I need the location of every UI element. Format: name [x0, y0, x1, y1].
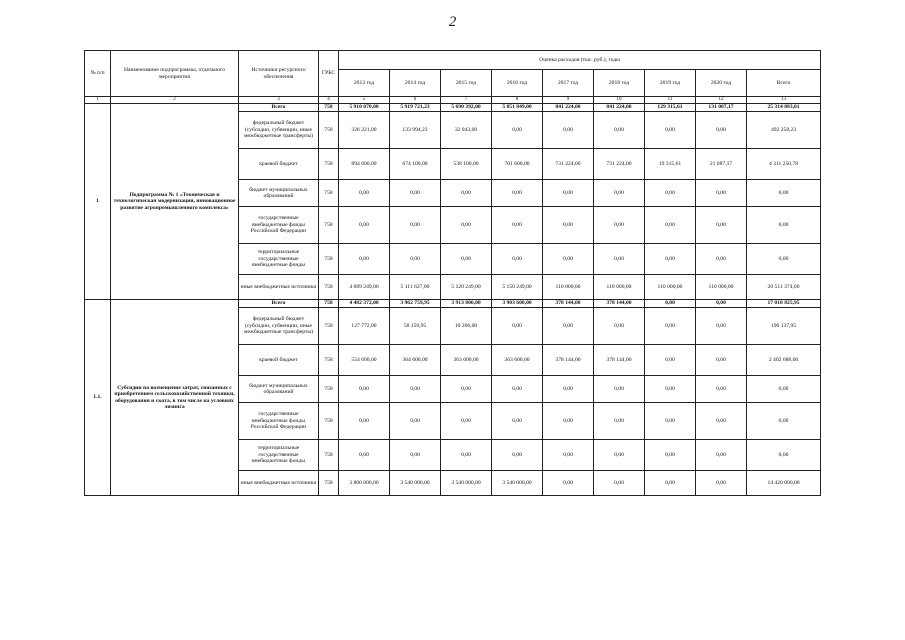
- header-year: 2016 год: [492, 70, 543, 97]
- value-cell: 0,00: [645, 308, 696, 345]
- value-cell: 21 087,17: [696, 149, 747, 180]
- value-cell: 0,00: [645, 345, 696, 376]
- column-index-row: [85, 97, 821, 104]
- value-cell: 731 224,00: [594, 149, 645, 180]
- section-name: Субсидии на возмещение затрат, связанных с приобретением сельскохозяйственной техники, оборудования и скота, в том числе на условиях лизинга: [111, 300, 239, 496]
- value-cell: 0,00: [492, 207, 543, 244]
- value-total-cell: 0,00: [747, 180, 821, 207]
- value-cell: 4 689 249,00: [339, 275, 390, 300]
- value-cell: 363 600,00: [441, 345, 492, 376]
- value-cell: 0,00: [645, 300, 696, 308]
- value-total-cell: 14 420 000,00: [747, 471, 821, 496]
- value-cell: 363 600,00: [492, 345, 543, 376]
- value-cell: 3 540 000,00: [390, 471, 441, 496]
- funding-source: государственные внебюджетные фонды Российской Федерации: [239, 207, 319, 244]
- value-cell: 0,00: [339, 180, 390, 207]
- value-cell: 378 144,00: [594, 345, 645, 376]
- section-name: Подпрограмма № 1 «Техническая и технологическая модернизация, инновационное развитие агропромышленного комплекса»: [111, 104, 239, 300]
- column-index: 4: [319, 97, 339, 104]
- value-cell: 0,00: [594, 376, 645, 403]
- value-cell: 0,00: [594, 403, 645, 440]
- funding-source: Всего: [239, 104, 319, 112]
- value-total-cell: 492 258,23: [747, 112, 821, 149]
- value-cell: 5 150 249,00: [492, 275, 543, 300]
- grbs-code: 758: [319, 308, 339, 345]
- value-cell: 378 144,00: [594, 300, 645, 308]
- funding-source: краевой бюджет: [239, 149, 319, 180]
- value-cell: 0,00: [594, 112, 645, 149]
- value-cell: 133 994,23: [390, 112, 441, 149]
- value-cell: 378 144,00: [543, 300, 594, 308]
- value-cell: 0,00: [594, 207, 645, 244]
- value-cell: 0,00: [645, 112, 696, 149]
- value-cell: 554 600,00: [339, 345, 390, 376]
- value-cell: 538 100,00: [441, 149, 492, 180]
- value-cell: 10 206,00: [441, 308, 492, 345]
- value-cell: 364 600,00: [390, 345, 441, 376]
- value-cell: 0,00: [339, 244, 390, 275]
- value-cell: 0,00: [696, 471, 747, 496]
- value-cell: 0,00: [696, 376, 747, 403]
- funding-source: краевой бюджет: [239, 345, 319, 376]
- column-index: 9: [543, 97, 594, 104]
- value-cell: 0,00: [492, 112, 543, 149]
- grbs-code: 758: [319, 207, 339, 244]
- value-total-cell: 0,00: [747, 207, 821, 244]
- column-index: 8: [492, 97, 543, 104]
- value-cell: 0,00: [645, 207, 696, 244]
- column-index: 7: [441, 97, 492, 104]
- value-cell: 0,00: [492, 244, 543, 275]
- column-index: 5: [339, 97, 390, 104]
- grbs-code: 758: [319, 180, 339, 207]
- value-cell: 32 043,00: [441, 112, 492, 149]
- funding-source: территориальные государственные внебюджетные фонды: [239, 440, 319, 471]
- value-cell: 701 600,00: [492, 149, 543, 180]
- grbs-code: 758: [319, 440, 339, 471]
- grbs-code: 758: [319, 300, 339, 308]
- value-cell: 19 315,61: [645, 149, 696, 180]
- value-cell: 326 221,00: [339, 112, 390, 149]
- column-index: 13: [747, 97, 821, 104]
- value-cell: 5 690 392,00: [441, 104, 492, 112]
- value-cell: 0,00: [390, 403, 441, 440]
- column-index: 3: [239, 97, 319, 104]
- value-cell: 0,00: [543, 244, 594, 275]
- value-cell: 3 800 000,00: [339, 471, 390, 496]
- value-cell: 0,00: [543, 471, 594, 496]
- value-cell: 0,00: [441, 244, 492, 275]
- page-number: 2: [448, 14, 457, 30]
- value-cell: 58 159,95: [390, 308, 441, 345]
- value-cell: 129 315,61: [645, 104, 696, 112]
- value-cell: 0,00: [492, 440, 543, 471]
- value-cell: 0,00: [696, 308, 747, 345]
- value-cell: 0,00: [492, 308, 543, 345]
- value-cell: 0,00: [594, 180, 645, 207]
- value-cell: 0,00: [492, 403, 543, 440]
- value-cell: 0,00: [543, 308, 594, 345]
- grbs-code: 758: [319, 275, 339, 300]
- value-cell: 0,00: [696, 180, 747, 207]
- value-cell: 0,00: [339, 403, 390, 440]
- header-estimate: Оценка расходов (тыс. руб.), годы: [339, 51, 821, 70]
- grbs-code: 758: [319, 345, 339, 376]
- value-total-cell: 0,00: [747, 244, 821, 275]
- value-cell: 5 111 627,00: [390, 275, 441, 300]
- value-cell: 0,00: [390, 244, 441, 275]
- grbs-code: 758: [319, 104, 339, 112]
- value-cell: 3 540 000,00: [441, 471, 492, 496]
- value-cell: 5 851 849,00: [492, 104, 543, 112]
- value-cell: 0,00: [645, 440, 696, 471]
- value-cell: 731 224,00: [543, 149, 594, 180]
- value-cell: 378 144,00: [543, 345, 594, 376]
- value-cell: 0,00: [696, 300, 747, 308]
- funding-source: федеральный бюджет (субсидии, субвенции, иные межбюджетные трансферты): [239, 308, 319, 345]
- value-cell: 0,00: [696, 207, 747, 244]
- value-cell: 0,00: [339, 440, 390, 471]
- budget-table: [84, 50, 821, 496]
- value-cell: 0,00: [594, 308, 645, 345]
- section-number: 1.1.: [85, 300, 111, 496]
- header-sources: Источники ресурсного обеспечения: [239, 51, 319, 97]
- section-number: 1: [85, 104, 111, 300]
- value-cell: 0,00: [543, 112, 594, 149]
- value-cell: 110 000,00: [696, 275, 747, 300]
- value-cell: 0,00: [441, 440, 492, 471]
- value-cell: 841 224,00: [594, 104, 645, 112]
- header-year: 2014 год: [390, 70, 441, 97]
- value-cell: 0,00: [696, 244, 747, 275]
- header-year: 2020 год: [696, 70, 747, 97]
- value-cell: 5 120 249,00: [441, 275, 492, 300]
- column-index: 6: [390, 97, 441, 104]
- value-total-cell: 0,00: [747, 403, 821, 440]
- value-total-cell: 0,00: [747, 376, 821, 403]
- value-cell: 0,00: [645, 376, 696, 403]
- value-cell: 0,00: [492, 180, 543, 207]
- value-cell: 0,00: [441, 403, 492, 440]
- column-index: 1: [85, 97, 111, 104]
- funding-source: бюджет муниципальных образований: [239, 376, 319, 403]
- value-cell: 894 600,00: [339, 149, 390, 180]
- header-year: 2019 год: [645, 70, 696, 97]
- value-cell: 0,00: [696, 112, 747, 149]
- value-cell: 127 772,00: [339, 308, 390, 345]
- column-index: 10: [594, 97, 645, 104]
- value-total-cell: 4 311 250,78: [747, 149, 821, 180]
- value-cell: 0,00: [543, 403, 594, 440]
- value-cell: 5 910 070,00: [339, 104, 390, 112]
- value-total-cell: 2 402 688,00: [747, 345, 821, 376]
- grbs-code: 758: [319, 376, 339, 403]
- value-cell: 0,00: [441, 207, 492, 244]
- value-cell: 0,00: [543, 180, 594, 207]
- funding-source: иные внебюджетные источники: [239, 275, 319, 300]
- value-cell: 0,00: [645, 180, 696, 207]
- value-cell: 0,00: [543, 376, 594, 403]
- funding-source: бюджет муниципальных образований: [239, 180, 319, 207]
- grbs-code: 758: [319, 244, 339, 275]
- value-total-cell: 17 018 825,95: [747, 300, 821, 308]
- value-cell: 0,00: [390, 180, 441, 207]
- header-total: Всего: [747, 70, 821, 97]
- value-cell: 0,00: [390, 207, 441, 244]
- header-year: 2017 год: [543, 70, 594, 97]
- grbs-code: 758: [319, 149, 339, 180]
- value-cell: 0,00: [543, 207, 594, 244]
- value-cell: 0,00: [594, 471, 645, 496]
- header-grbs: ГРБС: [319, 51, 339, 97]
- value-cell: 0,00: [441, 180, 492, 207]
- value-cell: 0,00: [696, 403, 747, 440]
- grbs-code: 758: [319, 403, 339, 440]
- value-cell: 674 100,00: [390, 149, 441, 180]
- funding-source: иные внебюджетные источники: [239, 471, 319, 496]
- value-cell: 0,00: [645, 244, 696, 275]
- header-num: № п/п: [85, 51, 111, 97]
- value-cell: 3 903 600,00: [492, 300, 543, 308]
- value-total-cell: 25 314 883,01: [747, 104, 821, 112]
- value-cell: 0,00: [696, 440, 747, 471]
- value-cell: 3 540 000,00: [492, 471, 543, 496]
- funding-source: территориальные государственные внебюджетные фонды: [239, 244, 319, 275]
- value-cell: 0,00: [492, 376, 543, 403]
- funding-source: федеральный бюджет (субсидии, субвенции, иные межбюджетные трансферты): [239, 112, 319, 149]
- table-body: [85, 97, 821, 496]
- header-name: Наименование подпрограммы, отдельного мероприятия: [111, 51, 239, 97]
- value-cell: 0,00: [594, 440, 645, 471]
- value-cell: 5 919 721,23: [390, 104, 441, 112]
- header-year: 2015 год: [441, 70, 492, 97]
- value-cell: 0,00: [645, 403, 696, 440]
- value-cell: 4 482 372,00: [339, 300, 390, 308]
- value-cell: 0,00: [339, 207, 390, 244]
- value-cell: 3 913 806,00: [441, 300, 492, 308]
- value-cell: 0,00: [696, 345, 747, 376]
- value-cell: 0,00: [441, 376, 492, 403]
- grbs-code: 758: [319, 112, 339, 149]
- value-cell: 0,00: [543, 440, 594, 471]
- grbs-code: 758: [319, 471, 339, 496]
- table-row: [85, 104, 821, 112]
- column-index: 2: [111, 97, 239, 104]
- column-index: 11: [645, 97, 696, 104]
- header-year: 2018 год: [594, 70, 645, 97]
- value-cell: 110 000,00: [543, 275, 594, 300]
- value-cell: 841 224,00: [543, 104, 594, 112]
- header-year: 2013 год: [339, 70, 390, 97]
- value-total-cell: 0,00: [747, 440, 821, 471]
- value-cell: 0,00: [339, 376, 390, 403]
- value-total-cell: 196 137,95: [747, 308, 821, 345]
- value-cell: 131 087,17: [696, 104, 747, 112]
- value-cell: 0,00: [390, 376, 441, 403]
- value-cell: 110 000,00: [645, 275, 696, 300]
- value-total-cell: 20 511 374,00: [747, 275, 821, 300]
- funding-source: государственные внебюджетные фонды Российской Федерации: [239, 403, 319, 440]
- value-cell: 0,00: [390, 440, 441, 471]
- value-cell: 0,00: [645, 471, 696, 496]
- value-cell: 0,00: [594, 244, 645, 275]
- column-index: 12: [696, 97, 747, 104]
- value-cell: 3 962 759,95: [390, 300, 441, 308]
- table-row: [85, 300, 821, 308]
- value-cell: 110 000,00: [594, 275, 645, 300]
- funding-source: Всего: [239, 300, 319, 308]
